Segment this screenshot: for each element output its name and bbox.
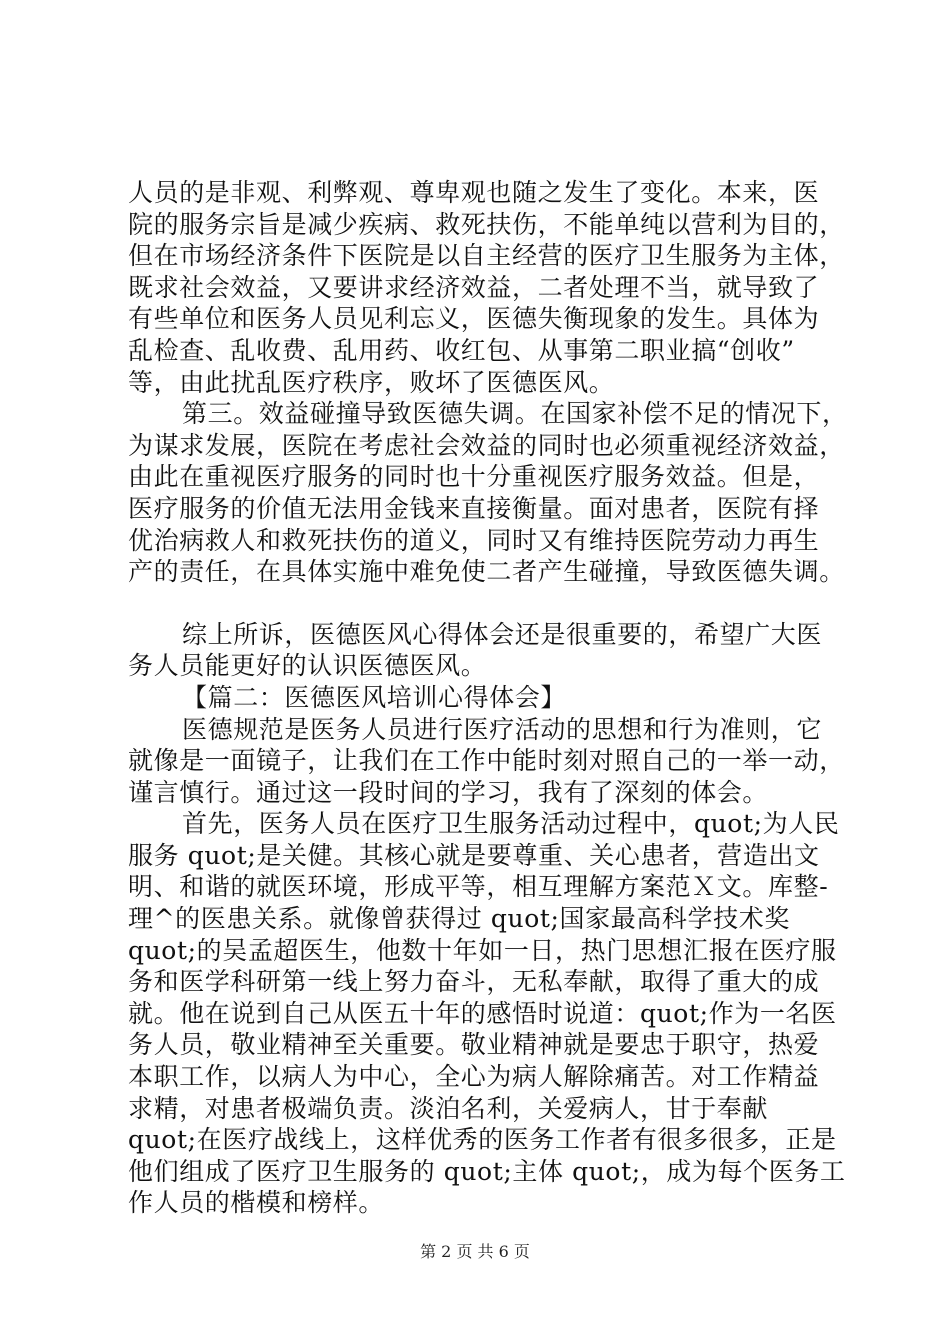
paragraph-norms	[128, 714, 845, 809]
text-line: 务人员能更好的认识医德医风。	[128, 651, 487, 681]
text-line: 第三。效益碰撞导致医德失调。在国家补偿不足的情况下，	[182, 399, 848, 429]
text-line: 有些单位和医务人员见利忘义，医德失衡现象的发生。具体为	[128, 304, 820, 334]
text-line: 服务 quot;是关健。其核心就是要尊重、关心患者，营造出文	[128, 840, 820, 870]
text-line: 优治病救人和救死扶伤的道义，同时又有维持医院劳动力再生	[128, 525, 820, 555]
paragraph-continuation	[128, 177, 845, 398]
text-line: 医德规范是医务人员进行医疗活动的思想和行为准则，它	[182, 714, 823, 744]
text-line: 人员的是非观、利弊观、尊卑观也随之发生了变化。本来，医	[128, 178, 820, 207]
text-line: 医疗服务的价值无法用金钱来直接衡量。面对患者，医院有择	[128, 493, 820, 523]
text-line: 作人员的楷模和榜样。	[128, 1188, 385, 1218]
document-body	[128, 177, 848, 1219]
text-line: 理^的医患关系。就像曾获得过 quot;国家最高科学技术奖	[128, 904, 790, 934]
text-line: 产的责任，在具体实施中难免使二者产生碰撞，导致医德失调。	[128, 557, 845, 587]
text-line: 务和医学科研第一线上努力奋斗，无私奉献，取得了重大的成	[128, 967, 820, 997]
text-line: 务人员，敬业精神至关重要。敬业精神就是要忠于职守，热爱	[128, 1030, 820, 1060]
text-line: 既求社会效益，又要讲求经济效益，二者处理不当，就导致了	[128, 272, 820, 302]
text-line: 为谋求发展，医院在考虑社会效益的同时也必须重视经济效益，	[128, 430, 845, 460]
text-line: 就。他在说到自己从医五十年的感悟时说道：quot;作为一名医	[128, 998, 837, 1028]
text-line: 等，由此扰乱医疗秩序，败坏了医德医风。	[128, 367, 615, 397]
text-line: 首先，医务人员在医疗卫生服务活动过程中，quot;为人民	[182, 809, 840, 839]
text-line: 但在市场经济条件下医院是以自主经营的医疗卫生服务为主体，	[128, 241, 845, 271]
text-line: 他们组成了医疗卫生服务的 quot;主体 quot;，成为每个医务工	[128, 1156, 846, 1186]
section-heading: 【篇二：医德医风培训心得体会】	[182, 682, 567, 712]
text-line: 本职工作，以病人为中心，全心为病人解除痛苦。对工作精益	[128, 1062, 820, 1092]
paragraph-summary	[128, 619, 828, 682]
text-line: 乱检查、乱收费、乱用药、收红包、从事第二职业搞“创收”	[128, 335, 795, 365]
text-line: 求精，对患者极端负责。淡泊名利，关爱病人，甘于奉献	[128, 1093, 769, 1123]
text-line: quot;的吴孟超医生，他数十年如一日，热门思想汇报在医疗服	[128, 935, 837, 965]
text-line: 就像是一面镜子，让我们在工作中能时刻对照自己的一举一动，	[128, 746, 845, 776]
paragraph-third-point	[128, 398, 848, 588]
text-line: 综上所诉，医德医风心得体会还是很重要的，希望广大医	[182, 619, 823, 649]
text-line: 谨言慎行。通过这一段时间的学习，我有了深刻的体会。	[128, 777, 769, 807]
paragraph-gap	[128, 588, 828, 619]
paragraph-first-point	[128, 808, 846, 1219]
text-line: 院的服务宗旨是减少疾病、救死扶伤，不能单纯以营利为目的，	[128, 209, 845, 239]
text-line: 由此在重视医疗服务的同时也十分重视医疗服务效益。但是，	[128, 462, 820, 492]
text-line: quot;在医疗战线上，这样优秀的医务工作者有很多很多，正是	[128, 1125, 837, 1155]
page-number-footer: 第 2 页 共 6 页	[420, 1242, 530, 1261]
text-line: 明、和谐的就医环境，形成平等，相互理解方案范Ｘ文。库整-	[128, 872, 829, 902]
